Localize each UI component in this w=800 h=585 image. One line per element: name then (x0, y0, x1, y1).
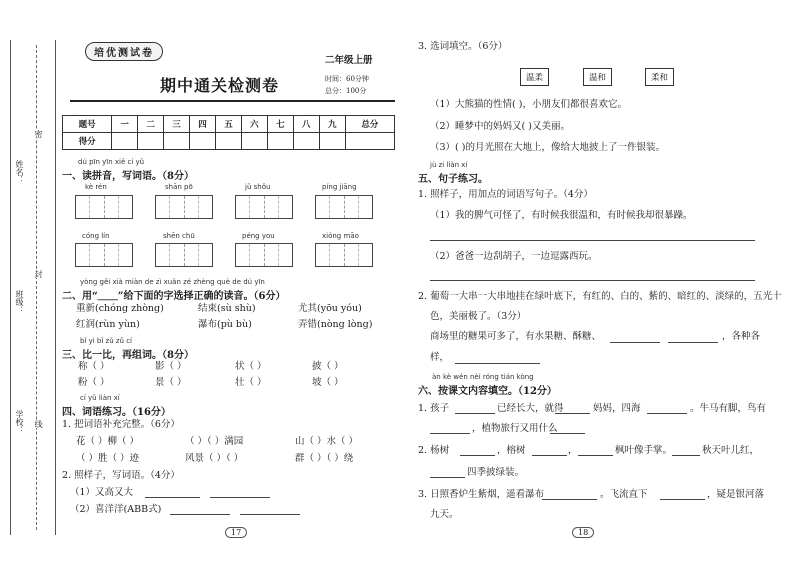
recite-text: 九天。 (430, 509, 459, 520)
recite-text: 。飞流直下 (600, 489, 648, 500)
answer-line[interactable] (550, 433, 585, 434)
pinyin-prompt: píng jiāng (322, 183, 357, 191)
s5-q2-text: 商场里的糖果可多了，有水果糖、酥糖、 (430, 331, 602, 342)
word-option: 温柔 (520, 68, 549, 86)
writing-grid[interactable] (75, 195, 133, 219)
writing-grid[interactable] (75, 243, 133, 267)
s4-q2: 2. 照样子，写词语。（4分） (62, 470, 180, 481)
answer-line[interactable] (647, 413, 687, 414)
fill-sentence[interactable]: （1）大熊猫的性情( )，小朋友们都很喜欢它。 (430, 99, 627, 110)
answer-line[interactable] (460, 455, 495, 456)
example-sentence: （2）爸爸一边刮胡子，一边逗露西玩。 (430, 251, 598, 262)
pronunciation-item[interactable]: 尤其(yōu yóu) (298, 303, 362, 314)
grade-label: 二年级上册 (325, 55, 373, 66)
page-title: 期中通关检测卷 (160, 76, 280, 95)
s5-q2-text: 样， (430, 352, 450, 363)
recite-text: ， (568, 445, 578, 456)
table-cell: 总分 (345, 116, 394, 133)
idiom-blank[interactable]: 风景（ ）（ ） (185, 453, 244, 464)
idiom-blank[interactable]: （ ）胜（ ）迹 (76, 453, 140, 464)
pronunciation-item[interactable]: 弄错(nòng lòng) (298, 319, 373, 330)
answer-line[interactable] (240, 514, 300, 515)
compare-char: 披（ ） (312, 361, 344, 372)
s3-pinyin: bǐ yi bǐ zǔ zǔ cí (80, 337, 133, 345)
s2-heading: 二、用“＿＿”给下面的字选择正确的读音。（6分） (62, 291, 286, 302)
s1-pinyin: dú pīn yīn xiě cí yǔ (78, 158, 145, 166)
table-row (63, 116, 395, 133)
table-cell: 得分 (63, 133, 112, 150)
cut-line (36, 45, 37, 530)
writing-grid[interactable] (235, 243, 293, 267)
answer-line[interactable] (672, 455, 700, 456)
pinyin-prompt: shēn chū (163, 232, 195, 240)
table-cell: 一 (112, 116, 138, 133)
seal-secret: 密 (34, 130, 43, 138)
score-input[interactable] (345, 133, 394, 150)
school-label: 学校： (15, 410, 24, 434)
pinyin-prompt: xióng māo (322, 232, 359, 240)
total-label: 总分：100分 (325, 87, 367, 95)
score-input[interactable] (112, 133, 138, 150)
table-cell: 八 (293, 116, 319, 133)
s5-heading: 五、句子练习。 (418, 174, 488, 185)
logo: 培优测试卷 (85, 42, 163, 61)
s1-heading: 一、读拼音，写词语。（8分） (62, 171, 194, 182)
answer-line[interactable] (578, 455, 613, 456)
table-row (63, 133, 395, 150)
answer-line[interactable] (455, 413, 495, 414)
table-cell: 二 (138, 116, 164, 133)
answer-line[interactable] (555, 413, 590, 414)
recite-text: 已经长大，就得 (497, 403, 564, 414)
s3b-question: 3. 选词填空。（6分） (418, 41, 508, 52)
s5-q1: 1. 照样子，用加点的词语写句子。（4分） (418, 189, 593, 200)
binding-strip (10, 40, 56, 535)
answer-line[interactable] (170, 514, 230, 515)
answer-line[interactable] (542, 499, 597, 500)
score-input[interactable] (319, 133, 345, 150)
idiom-blank[interactable]: 山（ ）水（ ） (295, 436, 359, 447)
table-cell: 七 (267, 116, 293, 133)
time-label: 时间：60分钟 (325, 75, 369, 83)
seal-line: 线 (34, 420, 43, 428)
recite-text: 1. 孩子 (418, 403, 450, 414)
idiom-blank[interactable]: 群（ ）（ ）绕 (295, 453, 354, 464)
recite-text: ，植物旅行又用什么 (472, 423, 558, 434)
compare-char: 状（ ） (235, 361, 267, 372)
answer-line[interactable] (532, 455, 567, 456)
fill-sentence[interactable]: （2）睡梦中的妈妈又( )又美丽。 (430, 121, 570, 132)
recite-text: 四季披绿装。 (467, 467, 525, 478)
example-1: （1）又高又大 (70, 487, 134, 498)
pronunciation-item[interactable]: 红润(rùn yùn) (76, 319, 140, 330)
compare-char: 壮（ ） (235, 377, 267, 388)
pinyin-prompt: kè rén (85, 183, 107, 191)
seal-seal: 封 (34, 270, 43, 278)
compare-char: 称（ ） (78, 361, 110, 372)
s5-q2-text: 2. 葡萄一大串一大串地挂在绿叶底下，有红的、白的、紫的、暗红的、淡绿的，五光十 (418, 291, 782, 302)
fill-sentence[interactable]: （3）( )的月光照在大地上，像给大地披上了一件银装。 (430, 142, 665, 153)
score-input[interactable] (241, 133, 267, 150)
table-cell: 四 (190, 116, 216, 133)
answer-line[interactable] (210, 497, 270, 498)
score-input[interactable] (164, 133, 190, 150)
writing-grid[interactable] (315, 195, 373, 219)
recite-text: 枫叶像手掌。 (615, 445, 673, 456)
example-2: （2）喜洋洋(ABB式) (70, 504, 162, 515)
pinyin-prompt: shān pō (165, 183, 193, 191)
table-cell: 六 (241, 116, 267, 133)
table-cell: 五 (215, 116, 241, 133)
writing-grid[interactable] (315, 243, 373, 267)
recite-text: ，疑是银河落 (707, 489, 765, 500)
s5-q2-text: 色，美丽极了。（3分） (430, 311, 527, 322)
class-label: 班级： (15, 290, 24, 314)
recite-text: 。牛马有脚，鸟有 (690, 403, 767, 414)
writing-grid[interactable] (155, 243, 213, 267)
table-cell: 题号 (63, 116, 112, 133)
page-number: 18 (572, 527, 594, 538)
recite-text: 3. 日照香炉生紫烟，遥看瀑布 (418, 489, 545, 500)
idiom-blank[interactable]: （ ）（ ）满园 (185, 436, 244, 447)
pronunciation-item[interactable]: 瀑布(pù bù) (198, 319, 252, 330)
pinyin-prompt: cóng lín (82, 232, 110, 240)
s4-q1: 1. 把词语补充完整。（6分） (62, 419, 180, 430)
answer-line[interactable] (430, 240, 755, 241)
pronunciation-item[interactable]: 结束(sù shù) (198, 303, 256, 314)
idiom-blank[interactable]: 花（ ）柳（ ） (76, 436, 140, 447)
s4-pinyin: cí yǔ liàn xí (80, 394, 120, 402)
s2-pinyin: yòng gěi xià miàn de zì xuǎn zé zhèng què de dú yīn (80, 278, 265, 286)
s5-pinyin: jù zi liàn xí (430, 161, 468, 169)
s4-heading: 四、词语练习。（16分） (62, 407, 171, 418)
answer-line[interactable] (430, 433, 470, 434)
s3-heading: 三、比一比，再组词。（8分） (62, 350, 194, 361)
table-cell: 九 (319, 116, 345, 133)
writing-grid[interactable] (155, 195, 213, 219)
table-cell: 三 (164, 116, 190, 133)
name-label: 姓名： (15, 160, 24, 184)
compare-char: 坡（ ） (312, 377, 344, 388)
score-input[interactable] (138, 133, 164, 150)
page-number: 17 (225, 527, 247, 538)
s6-heading: 六、按课文内容填空。（12分） (418, 386, 557, 397)
recite-text: 秋天叶儿红， (702, 445, 760, 456)
score-input[interactable] (267, 133, 293, 150)
recite-text: 妈妈，四海 (593, 403, 641, 414)
compare-char: 景（ ） (155, 377, 187, 388)
answer-line[interactable] (430, 477, 465, 478)
s5-q2-text: ，各种各 (722, 331, 761, 342)
answer-line[interactable] (455, 363, 540, 364)
word-option: 柔和 (645, 68, 674, 86)
pinyin-prompt: jǔ shǒu (245, 183, 271, 191)
example-sentence: （1）我的脾气可怪了，有时候我很温和，有时候我却很暴躁。 (430, 210, 693, 221)
answer-line[interactable] (145, 497, 200, 498)
score-input[interactable] (190, 133, 216, 150)
recite-text: 2. 杨树 (418, 445, 450, 456)
answer-line[interactable] (610, 342, 660, 343)
answer-line[interactable] (660, 499, 705, 500)
answer-line[interactable] (668, 342, 718, 343)
compare-char: 粉（ ） (78, 377, 110, 388)
score-input[interactable] (215, 133, 241, 150)
recite-text: ，榕树 (497, 445, 526, 456)
s6-pinyin: àn kè wén nèi róng tián kòng (432, 373, 534, 381)
pronunciation-item[interactable]: 重新(chóng zhòng) (76, 303, 164, 314)
compare-char: 影（ ） (155, 361, 187, 372)
score-table (62, 115, 395, 150)
word-option: 温和 (583, 68, 612, 86)
answer-line[interactable] (430, 280, 755, 281)
pinyin-prompt: péng you (242, 232, 275, 240)
score-input[interactable] (293, 133, 319, 150)
writing-grid[interactable] (235, 195, 293, 219)
